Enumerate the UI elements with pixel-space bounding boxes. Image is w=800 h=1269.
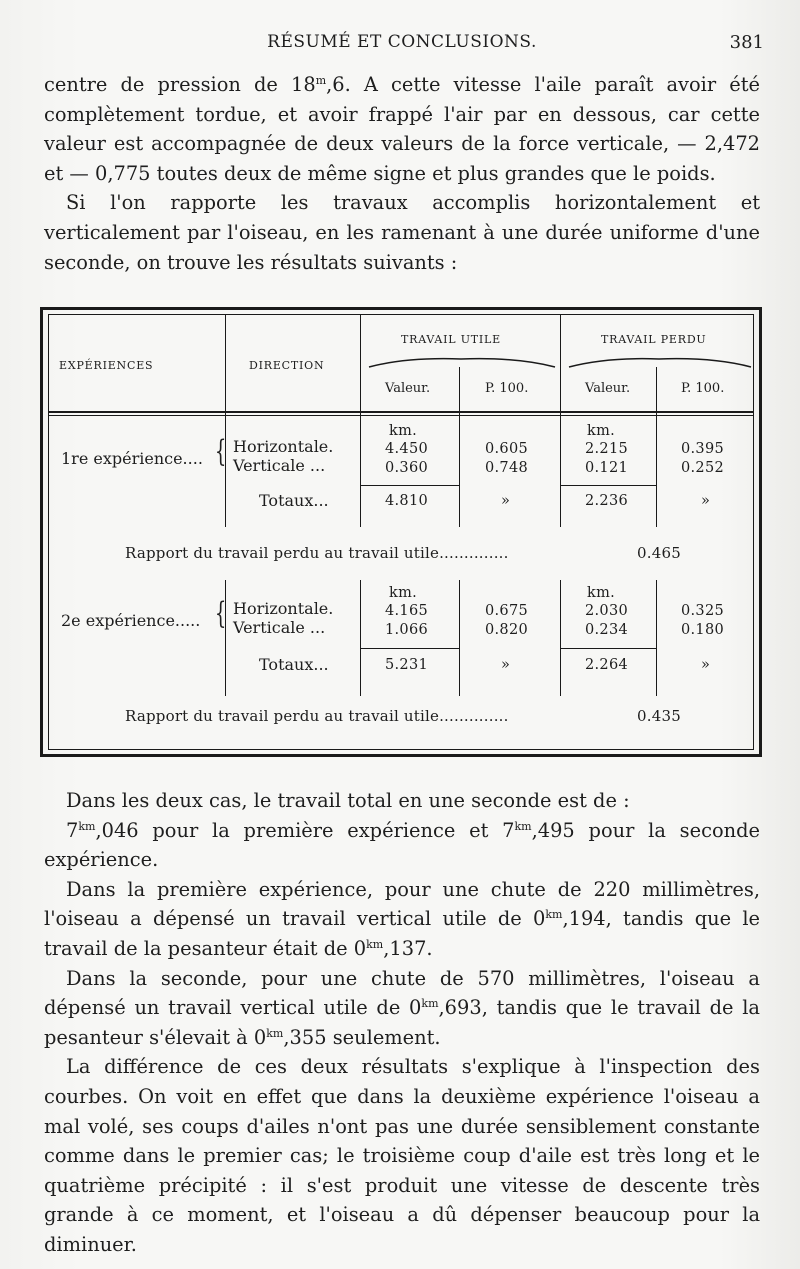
exp1-totaux-label: Totaux... [259,491,329,510]
exp1-utile-v-p100: 0.748 [485,460,529,476]
paragraph-6: Dans la seconde, pour une chute de 570 millimètres, l'oiseau a dépensé un travail vertical utile de $0^{km},693$, tandis que le travail de la pesanteur s'élevait à $0^{km},355$ seulement. [44,966,760,1049]
unit-utile: km. [389,585,418,601]
exp1-perdu-h: 2.215 [585,441,629,457]
header-travail-perdu: TRAVAIL PERDU [601,333,707,346]
exp1-rapport-label: Rapport du travail perdu au travail utile.............. [125,544,509,562]
col-divider [656,367,657,527]
exp1-total-perdu-p100: » [701,493,711,509]
paragraph-4: $7^{km},046$ pour la première expérience et $7^{km},495$ pour la seconde expérience. [44,818,761,872]
paragraph-5: Dans la première expérience, pour une chute de 220 millimètres, l'oiseau a dépensé un travail vertical utile de $0^{km},194$, tandis que le travail de la pesanteur était de $0^{km},137$. [44,877,760,960]
conclusion-text [44,786,760,1260]
subtotal-line [360,485,460,486]
exp2-utile-v: 1.066 [385,622,429,638]
paragraph-7: La différence de ces deux résultats s'explique à l'inspection des courbes. On voit en effet que dans la deuxième expérience l'oiseau a mal volé, ses coups d'ailes n'ont pas une durée sensiblement constante comme dans le premier cas; le troisième coup d'aile est très long et le quatrième précipité : il s'est produit une vitesse de descente très grande à ce moment, et l'oiseau a dû dépenser beaucoup pour la diminuer. [44,1055,760,1256]
col-divider [656,580,657,696]
exp2-utile-v-p100: 0.820 [485,622,529,638]
results-table [40,307,762,757]
col-divider [560,315,561,527]
subheader-valeur-perdu: Valeur. [585,381,631,396]
exp1-utile-v: 0.360 [385,460,429,476]
brace: { [214,434,227,469]
subheader-p100-perdu: P. 100. [681,381,725,396]
col-divider [459,367,460,527]
exp2-utile-h: 4.165 [385,603,429,619]
col-divider [360,580,361,696]
paragraph-3: Dans les deux cas, le travail total en une seconde est de : [66,789,630,812]
col-divider [360,315,361,527]
exp2-dir-vertical: Verticale ... [233,618,326,637]
exp1-total-utile-p100: » [501,493,511,509]
exp1-label: 1re expérience.... [61,449,203,468]
exp2-dir-horizontal: Horizontale. [233,599,334,618]
unit-perdu: km. [587,423,616,439]
brace: { [214,596,227,631]
unit-utile: km. [389,423,418,439]
running-header [40,32,764,62]
subheader-valeur-utile: Valeur. [385,381,431,396]
header-separator [49,415,753,416]
exp1-utile-h: 4.450 [385,441,429,457]
header-direction: DIRECTION [249,359,325,372]
exp1-perdu-v: 0.121 [585,460,629,476]
exp1-total-utile: 4.810 [385,493,429,509]
intro-text [44,70,760,277]
header-separator [49,411,753,413]
exp1-dir-horizontal: Horizontale. [233,437,334,456]
exp1-rapport-value: 0.465 [637,544,681,562]
bracket-perdu [567,355,753,369]
exp1-perdu-h-p100: 0.395 [681,441,725,457]
subheader-p100-utile: P. 100. [485,381,529,396]
exp2-rapport-value: 0.435 [637,707,681,725]
exp2-perdu-v-p100: 0.180 [681,622,725,638]
exp2-label: 2e expérience..... [61,611,201,630]
bracket-utile [367,355,557,369]
exp2-total-perdu: 2.264 [585,657,629,673]
exp1-total-perdu: 2.236 [585,493,629,509]
paragraph-intro-1: centre de pression de 18$^m$,6. A cette vitesse l'aile paraît avoir été complètement tordue, et avoir frappé l'air par en dessous, car cette valeur est accompagnée de deux valeurs de la force verticale, — 2,472 et — 0,775 toutes deux de même signe et plus grandes que le poids. [44,73,760,185]
subtotal-line [360,648,460,649]
exp1-utile-h-p100: 0.605 [485,441,529,457]
col-divider [225,315,226,527]
exp2-total-utile-p100: » [501,657,511,673]
running-title: RÉSUMÉ ET CONCLUSIONS. [267,32,537,52]
page-number: 381 [729,32,764,53]
exp2-rapport-label: Rapport du travail perdu au travail utile.............. [125,707,509,725]
paragraph-intro-2: Si l'on rapporte les travaux accomplis horizontalement et verticalement par l'oiseau, en les ramenant à une durée uniforme d'une seconde, on trouve les résultats suivants : [44,191,760,274]
exp2-perdu-h-p100: 0.325 [681,603,725,619]
exp2-utile-h-p100: 0.675 [485,603,529,619]
exp2-perdu-h: 2.030 [585,603,629,619]
exp2-total-perdu-p100: » [701,657,711,673]
subtotal-line [560,648,656,649]
subtotal-line [560,485,656,486]
exp2-totaux-label: Totaux... [259,655,329,674]
results-table-inner [48,314,754,750]
exp2-perdu-v: 0.234 [585,622,629,638]
exp1-perdu-v-p100: 0.252 [681,460,725,476]
exp1-dir-vertical: Verticale ... [233,456,326,475]
header-experiences: EXPÉRIENCES [59,359,154,372]
exp2-total-utile: 5.231 [385,657,429,673]
col-divider [560,580,561,696]
unit-perdu: km. [587,585,616,601]
col-divider [459,580,460,696]
header-travail-utile: TRAVAIL UTILE [401,333,501,346]
